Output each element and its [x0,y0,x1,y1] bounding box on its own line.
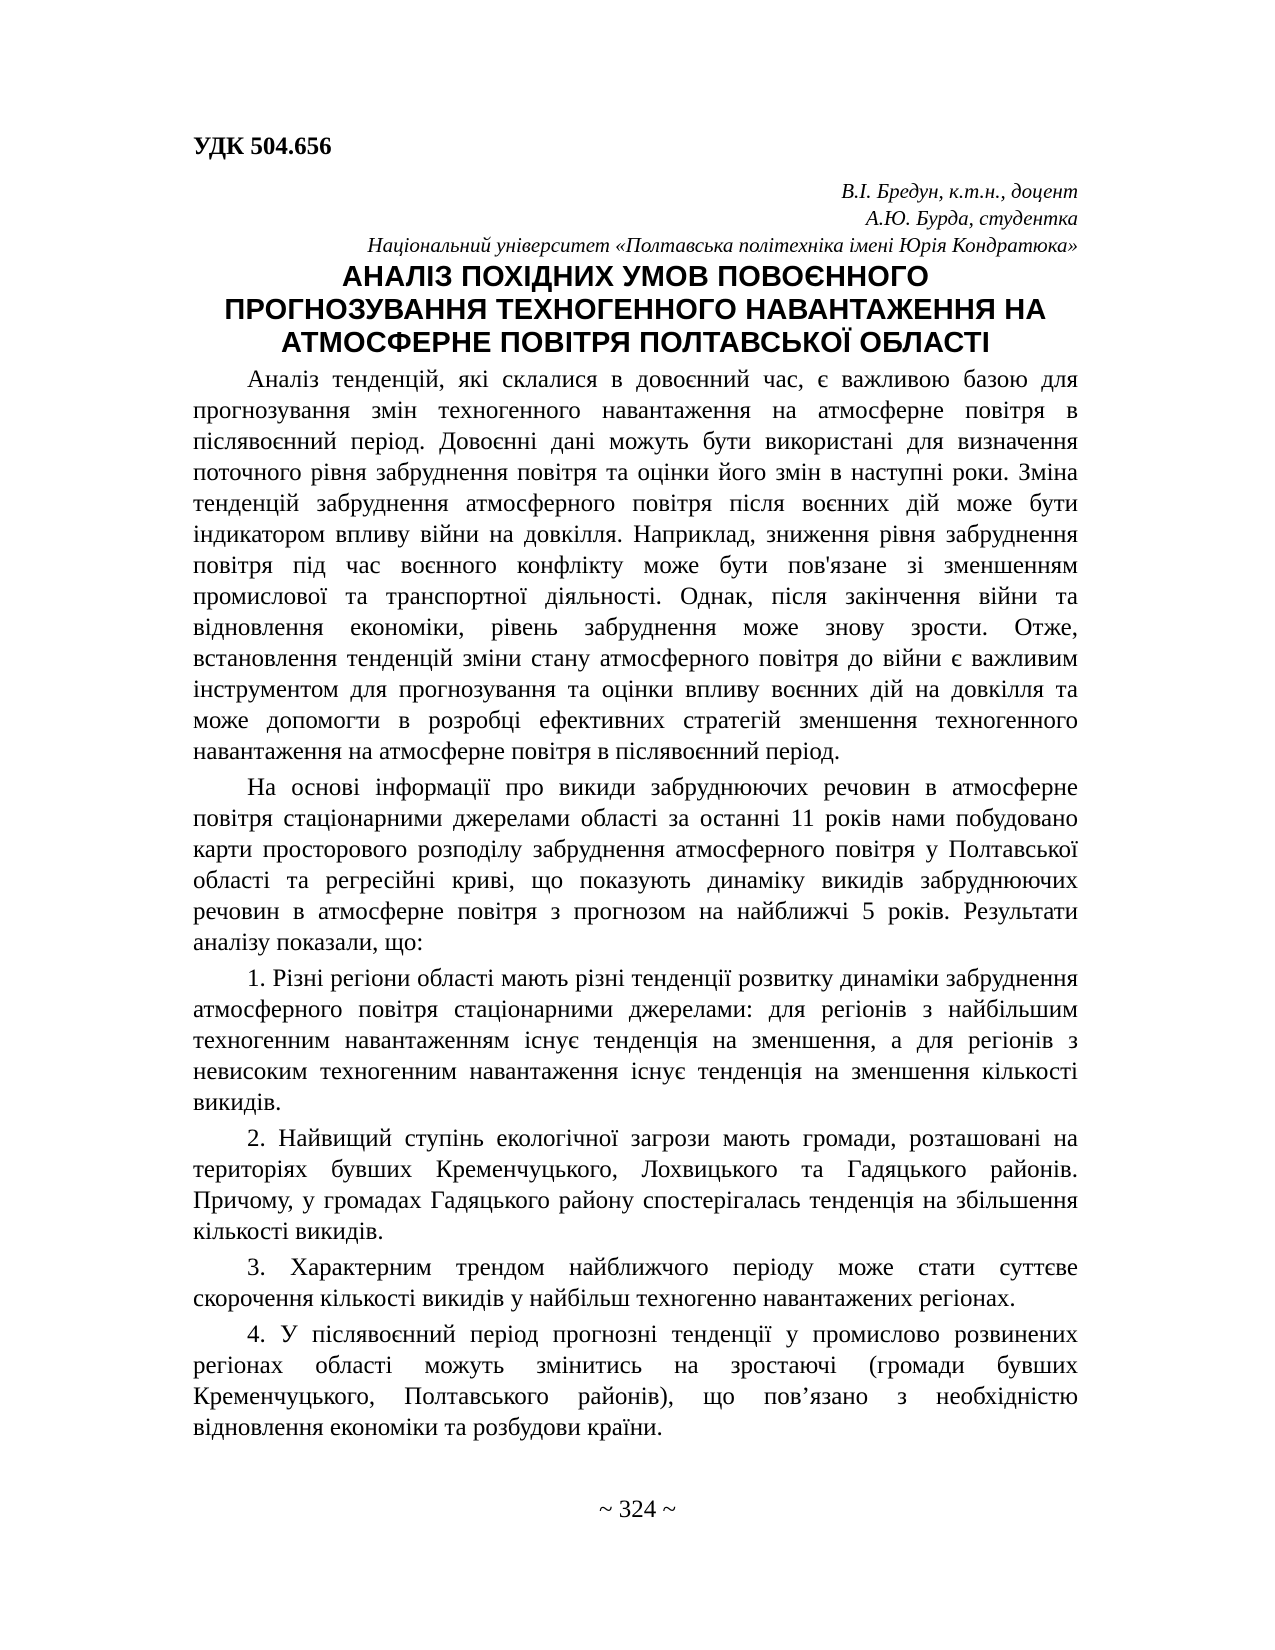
author-1: В.І. Бредун, к.т.н., доцент [841,179,1078,203]
title-line-1: АНАЛІЗ ПОХІДНИХ УМОВ ПОВОЄННОГО [341,261,930,293]
authors-block [193,178,1078,259]
result-item-3: 3. Характерним трендом найближчого періоду може стати суттєве скорочення кількості викидів у найбільш техногенно навантажених регіонах. [193,1254,1078,1312]
result-item-4: 4. У післявоєнний період прогнозні тенденції у промислово розвинених регіонах області можуть змінитись на зростаючі (громади бувших Кременчуцького, Полтавського районів), що пов’язано з необхідністю відновлення економіки та розбудови країни. [193,1321,1078,1441]
author-2: А.Ю. Бурда, студентка [865,206,1078,230]
result-item-2: 2. Найвищий ступінь екологічної загрози мають громади, розташовані на територіях бувших Кременчуцького, Лохвицького та Гадяцького районів. Причому, у громадах Гадяцького району спостерігалась тенденція на збільшення кількості викидів. [193,1125,1078,1245]
title-line-3: АТМОСФЕРНЕ ПОВІТРЯ ПОЛТАВСЬКОЇ ОБЛАСТІ [281,327,990,359]
page-number: ~ 324 ~ [598,1496,677,1523]
paragraph-1: Аналіз тенденцій, які склалися в довоєнний час, є важливою базою для прогнозування змін техногенного навантаження на атмосферне повітря в післявоєнний період. Довоєнні дані можуть бути використані для визначення поточного рівня забруднення повітря та оцінки його змін в наступні роки. Зміна тенденцій забруднення атмосферного повітря після воєнних дій може бути індикатором впливу війни на довкілля. Наприклад, зниження рівня забруднення повітря під час воєнного конфлікту може бути пов'язане зі зменшенням промислової та транспортної діяльності. Однак, після закінчення війни та відновлення економіки, рівень забруднення може знову зрости. Отже, встановлення тенденцій зміни стану атмосферного повітря до війни є важливим інструментом для прогнозування та оцінки впливу воєнних дій на довкілля та може допомогти в розробці ефективних стратегій зменшення техногенного навантаження на атмосферне повітря в післявоєнний період. [193,366,1078,765]
udk-code: УДК 504.656 [193,133,332,160]
article-page [193,132,1078,1448]
article-title [193,261,1078,360]
result-item-1: 1. Різні регіони області мають різні тенденції розвитку динаміки забруднення атмосферного повітря стаціонарними джерелами: для регіонів з найбільшим техногенним навантаженням існує тенденція на зменшення, а для регіонів з невисоким техногенним навантаження існує тенденція на зменшення кількості викидів. [193,965,1078,1116]
paragraph-2: На основі інформації про викиди забруднюючих речовин в атмосферне повітря стаціонарними джерелами області за останні 11 років нами побудовано карти просторового розподілу забруднення атмосферного повітря у Полтавської області та регресійні криві, що показують динаміку викидів забруднюючих речовин в атмосферне повітря з прогнозом на найближчі 5 років. Результати аналізу показали, що: [193,774,1078,956]
affiliation: Національний університет «Полтавська політехніка імені Юрія Кондратюка» [367,233,1078,257]
title-line-2: ПРОГНОЗУВАННЯ ТЕХНОГЕННОГО НАВАНТАЖЕННЯ НА [224,294,1047,326]
